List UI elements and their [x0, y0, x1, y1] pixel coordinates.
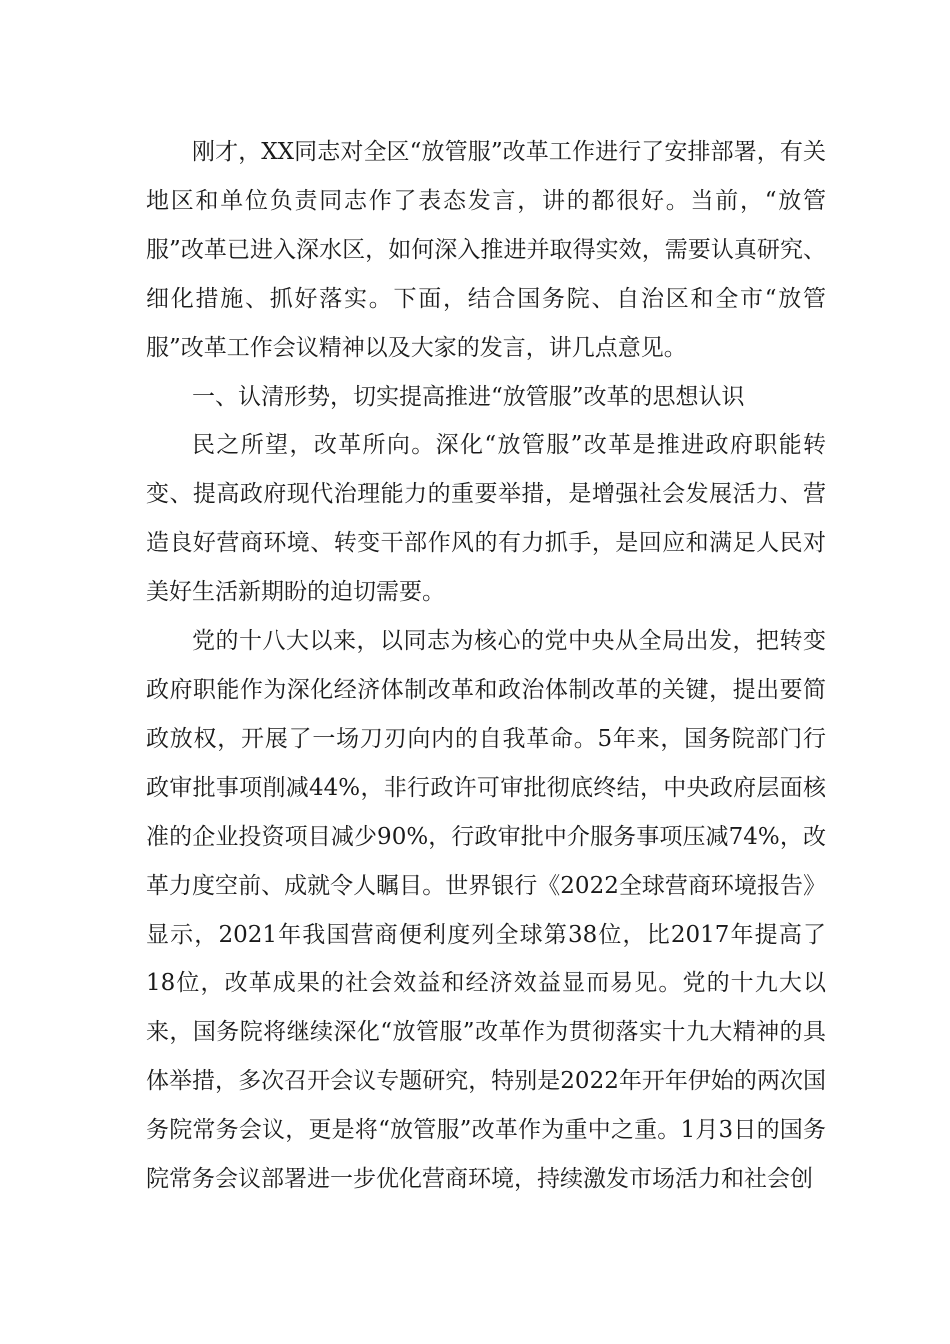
paragraph-people-expectation: 民之所望，改革所向。深化“放管服”改革是推进政府职能转变、提高政府现代治理能力的重要举措，是增强社会发展活力、营造良好营商环境、转变干部作风的有力抓手，是回应和满足人民对美好生活新期盼的迫切需要。: [146, 432, 826, 606]
paragraph-reform-achievements: 党的十八大以来，以同志为核心的党中央从全局出发，把转变政府职能作为深化经济体制改革和政治体制改革的关键，提出要简政放权，开展了一场刀刃向内的自我革命。5年来，国务院部门行政审批事项削减44%，非行政许可审批彻底终结，中央政府层面核准的企业投资项目减少90%，行政审批中介服务事项压减74%，改革力度空前、成就令人瞩目。世界银行《2022全球营商环境报告》显示，2021年我国营商便利度列全球第38位，比2017年提高了18位，改革成果的社会效益和经济效益显而易见。党的十九大以来，国务院将继续深化“放管服”改革作为贯彻落实十九大精神的具体举措，多次召开会议专题研究，特别是2022年开年伊始的两次国务院常务会议，更是将“放管服”改革作为重中之重。1月3日的国务院常务会议部署进一步优化营商环境，持续激发市场活力和社会创: [146, 628, 826, 1193]
section-heading-1: 一、认清形势，切实提高推进“放管服”改革的思想认识: [192, 383, 745, 410]
paragraph-intro: 刚才，XX同志对全区“放管服”改革工作进行了安排部署，有关地区和单位负责同志作了表态发言，讲的都很好。当前，“放管服”改革已进入深水区，如何深入推进并取得实效，需要认真研究、细化措施、抓好落实。下面，结合国务院、自治区和全市“放管服”改革工作会议精神以及大家的发言，讲几点意见。: [146, 139, 826, 361]
document-body: [146, 128, 826, 1204]
